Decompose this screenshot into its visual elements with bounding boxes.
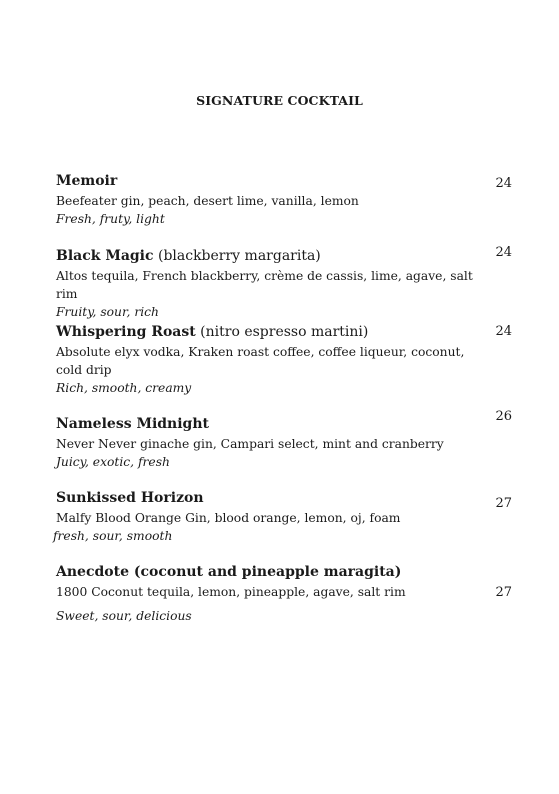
- item-notes: Sweet, sour, delicious: [56, 609, 192, 623]
- menu-title: SIGNATURE COCKTAIL: [196, 93, 363, 108]
- item-name-main: Whispering Roast: [56, 324, 196, 340]
- item-price-whispering-roast: 24: [495, 324, 512, 339]
- item-price-black-magic: 24: [495, 245, 512, 260]
- item-name: [56, 247, 486, 266]
- item-name-main: Black Magic: [56, 248, 154, 264]
- item-name-main: Nameless Midnight: [56, 416, 209, 432]
- item-name: [56, 323, 486, 342]
- item-notes: Rich, smooth, creamy: [56, 381, 192, 395]
- item-notes: fresh, sour, smooth: [53, 529, 173, 543]
- item-description: Malfy Blood Orange Gin, blood orange, lemon, oj, foam: [56, 511, 401, 525]
- item-notes: Fresh, fruty, light: [56, 212, 165, 226]
- item-subtitle: (blackberry margarita): [153, 248, 321, 264]
- item-notes: Juicy, exotic, fresh: [56, 455, 170, 469]
- menu-item-whispering-roast: [56, 323, 486, 397]
- menu-item-memoir: [56, 172, 486, 228]
- item-name: [56, 172, 486, 191]
- menu-item-black-magic: [56, 247, 486, 321]
- item-notes: Fruity, sour, rich: [56, 305, 159, 319]
- item-name-main: Memoir: [56, 173, 118, 189]
- item-name: [56, 563, 486, 582]
- item-name: [56, 415, 486, 434]
- item-description: 1800 Coconut tequila, lemon, pineapple, agave, salt rim: [56, 585, 406, 599]
- item-price-sunkissed-horizon: 27: [495, 496, 512, 511]
- item-name-main: Sunkissed Horizon: [56, 490, 204, 506]
- item-price-nameless-midnight: 26: [495, 409, 512, 424]
- item-description: Altos tequila, French blackberry, crème de cassis, lime, agave, salt rim: [56, 269, 473, 301]
- item-name-main: Anecdote (coconut and pineapple maragita): [56, 564, 402, 580]
- item-subtitle: (nitro espresso martini): [195, 324, 369, 340]
- menu-item-anecdote: [56, 563, 486, 625]
- item-description: Never Never ginache gin, Campari select, mint and cranberry: [56, 437, 444, 451]
- item-description: Beefeater gin, peach, desert lime, vanilla, lemon: [56, 194, 359, 208]
- item-price-anecdote: 27: [495, 585, 512, 600]
- item-description: Absolute elyx vodka, Kraken roast coffee, coffee liqueur, coconut, cold drip: [56, 345, 465, 377]
- item-price-memoir: 24: [495, 176, 512, 191]
- item-name: [56, 489, 486, 508]
- menu-item-sunkissed-horizon: [53, 489, 486, 545]
- menu-item-nameless-midnight: [56, 415, 486, 471]
